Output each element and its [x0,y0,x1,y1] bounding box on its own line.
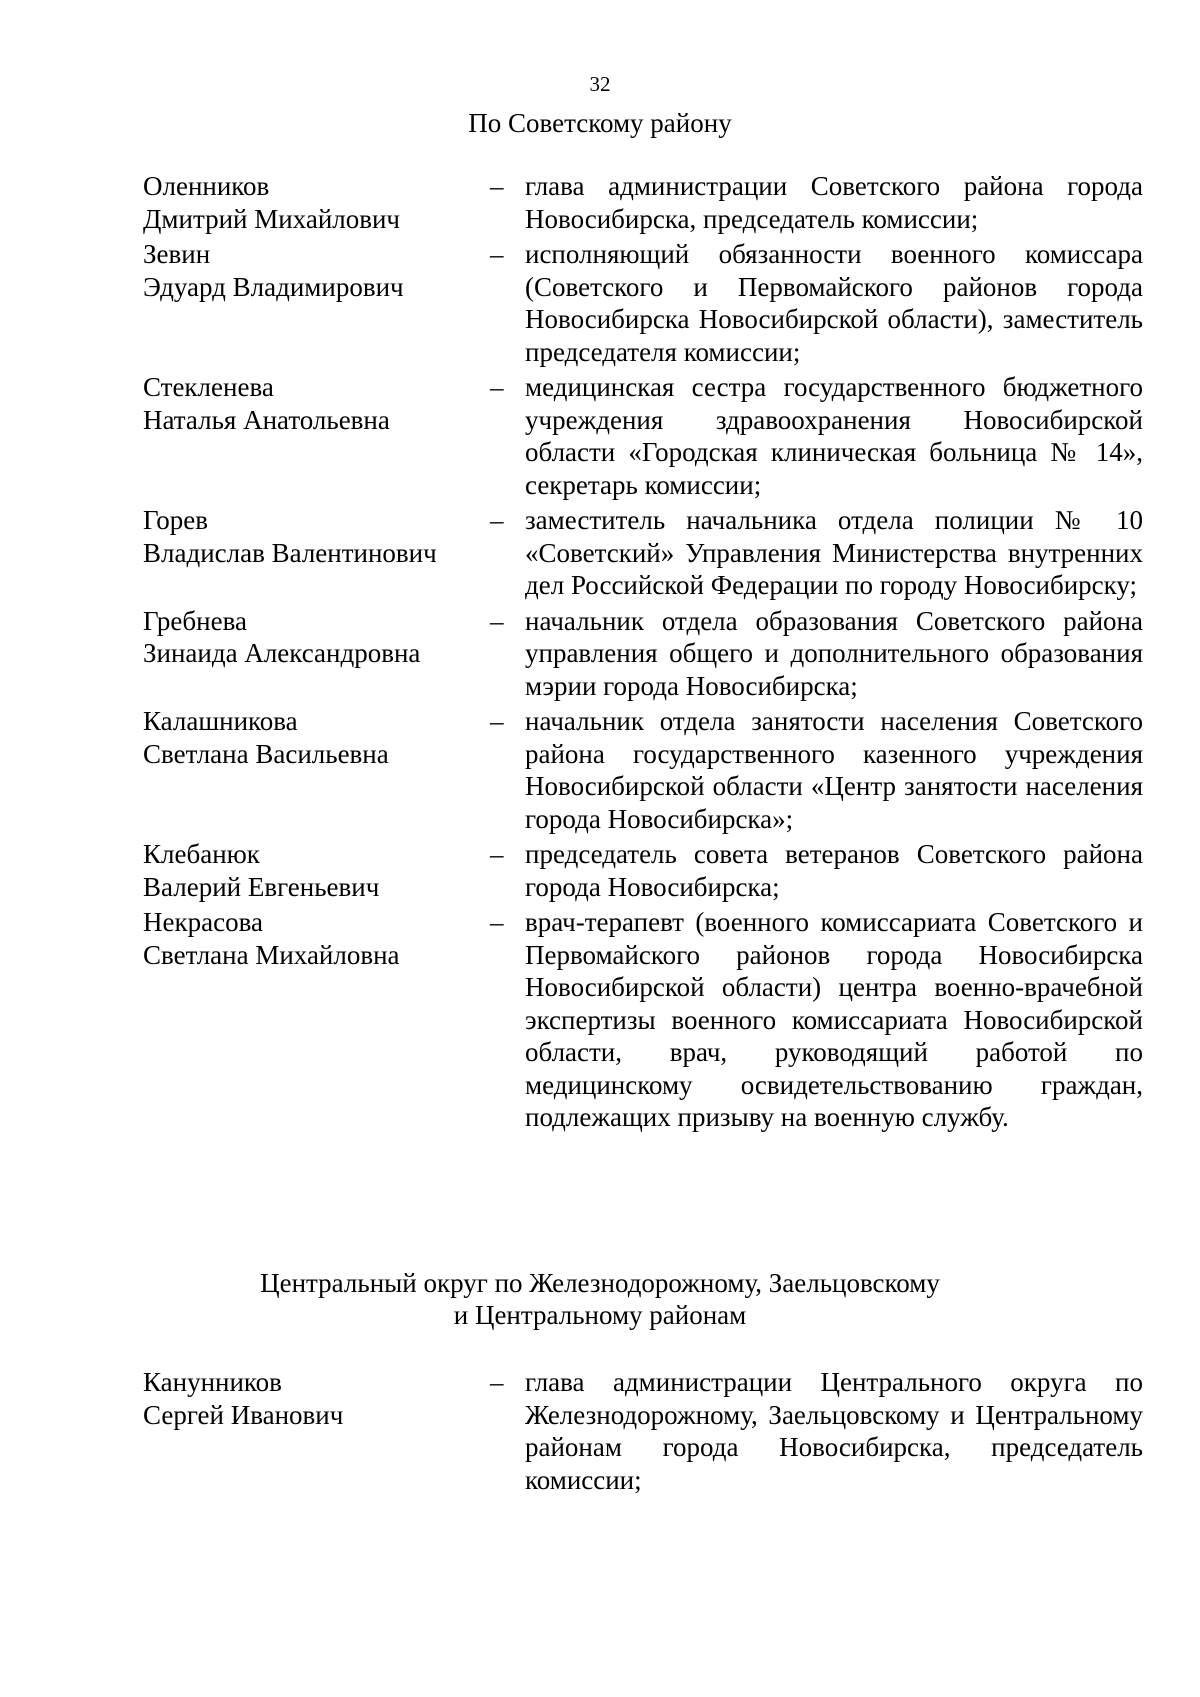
member-role: начальник отдела занятости населения Советского района государственного казенного учреждения Новосибирской области «Центр занятости населения города Новосибирска»; [525,706,1143,834]
member-dash: – [490,171,504,201]
member-surname: Некрасова [143,907,263,937]
member-given-names: Сергей Иванович [143,1399,344,1430]
member-role: врач-терапевт (военного комиссариата Советского и Первомайского районов города Новосибирска Новосибирской области) центра военно-врачебной экспертизы военного комиссариата Новосибирской области, врач, руководящий работой по медицинскому освидетельствованию граждан, подлежащих призыву на военную службу. [525,907,1143,1132]
member-surname: Оленников [143,171,270,201]
section-title-line: Центральный округ по Железнодорожному, Заельцовскому [260,1268,940,1298]
member-surname: Зевин [143,239,211,269]
member-dash: – [490,907,504,937]
member-role: глава администрации Центрального округа по Железнодорожному, Заельцовскому и Центральному районам города Новосибирска, председатель комиссии; [525,1367,1143,1495]
member-entry [143,170,1143,235]
member-dash: – [490,839,504,869]
member-entry [143,605,1143,703]
member-given-names: Светлана Михайловна [143,939,400,970]
member-dash: – [490,1367,504,1397]
member-role: начальник отдела образования Советского района управления общего и дополнительного образования мэрии города Новосибирска; [525,605,1143,701]
member-dash: – [490,372,504,402]
member-given-names: Зинаида Александровна [143,638,421,668]
member-surname: Калашникова [143,706,298,736]
member-surname: Горев [143,505,208,535]
member-surname: Стекленева [143,372,274,402]
member-role: медицинская сестра государственного бюджетного учреждения здравоохранения Новосибирской области «Городская клиническая больница № 14», секретарь комиссии; [525,372,1143,500]
member-entry [143,838,1143,903]
member-list-central [143,1366,1143,1499]
member-given-names: Дмитрий Михайлович [143,203,401,234]
member-given-names: Валерий Евгеньевич [143,871,380,902]
member-entry [143,705,1143,835]
member-list-sovetsky [143,170,1143,1137]
member-entry [143,1366,1143,1496]
member-given-names: Владислав Валентинович [143,537,437,568]
member-surname: Канунников [143,1367,282,1397]
member-given-names: Эдуард Владимирович [143,271,404,302]
member-surname: Гребнева [143,605,247,636]
section-title-central [0,1267,1200,1331]
member-entry [143,906,1143,1134]
member-entry [143,238,1143,368]
page-number: 32 [589,72,611,96]
member-surname: Клебанюк [143,839,260,869]
member-dash: – [490,239,504,269]
member-role: исполняющий обязанности военного комиссара (Советского и Первомайского районов города Новосибирска Новосибирской области), заместитель председателя комиссии; [525,239,1143,367]
section-title-line: По Советскому району [468,108,732,138]
section-title-sovetsky [0,107,1200,139]
member-dash: – [490,505,504,535]
member-entry [143,371,1143,501]
member-given-names: Наталья Анатольевна [143,404,390,435]
member-role: глава администрации Советского района города Новосибирска, председатель комиссии; [525,171,1143,234]
member-role: заместитель начальника отдела полиции № 10 «Советский» Управления Министерства внутренних дел Российской Федерации по городу Новосибирску; [525,505,1143,600]
member-dash: – [490,605,504,636]
member-given-names: Светлана Васильевна [143,738,389,769]
member-entry [143,504,1143,602]
member-role: председатель совета ветеранов Советского района города Новосибирска; [525,839,1143,902]
member-dash: – [490,706,504,736]
section-title-line: и Центральному районам [453,1300,747,1330]
